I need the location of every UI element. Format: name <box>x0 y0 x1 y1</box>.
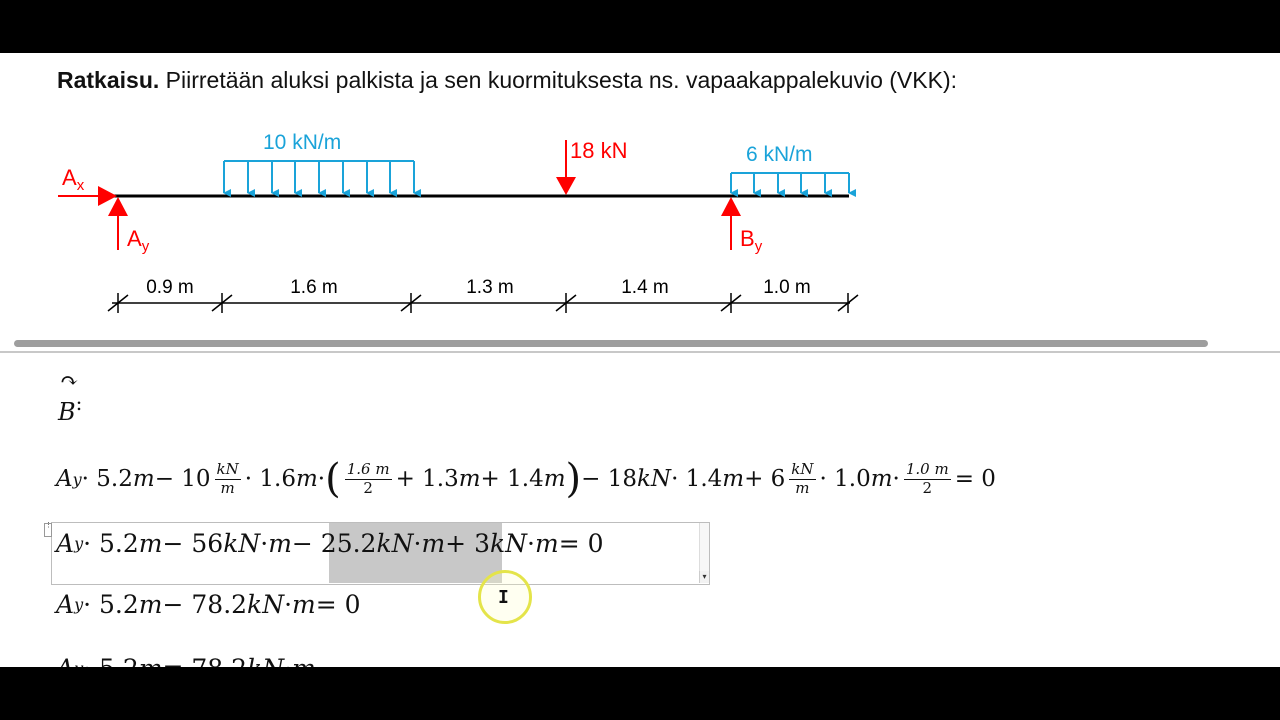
solution-heading <box>57 67 957 94</box>
reaction-ay-arrow <box>108 197 128 250</box>
equation-move-handle[interactable]: ⋮ <box>44 523 52 537</box>
moment-equation-label <box>58 371 82 424</box>
solution-heading-text: Piirretään aluksi palkista ja sen kuormituksesta ns. vapaakappalekuvio (VKK): <box>159 67 957 93</box>
video-letterbox-bottom <box>0 667 1280 720</box>
equation-line-3[interactable]: A y · 5.2 m − 78.2 kN · m = 0 <box>56 589 361 619</box>
dimension-label: 1.6 m <box>290 277 338 298</box>
reaction-by-arrow <box>721 197 741 250</box>
equation-line-2[interactable]: A y · 5.2 m − 56 kN · m − 25.2 kN · m + 3 kN · m = 0 <box>56 528 604 558</box>
distributed-load-10 <box>224 161 414 193</box>
equation-line-1[interactable]: A y · 5.2 m − 10 $\frac{kN}{m}$ · 1.6 m · ( $\frac{1.6 m}{2}$ + 1.3 m + 1.4 m ) − 18 kN · 1.4 m + 6 $\frac{kN}{m}$ · 1.0 m · $\frac{1.0 m}{2}$ = 0 <box>56 456 996 502</box>
pivot-point: B <box>58 398 76 426</box>
dimension-label: 1.0 m <box>763 277 811 298</box>
equation-options-chevron-icon[interactable]: ▾ <box>699 571 709 583</box>
horizontal-scrollbar[interactable] <box>14 340 1208 347</box>
video-letterbox-top <box>0 0 1280 53</box>
label-colon: : <box>75 391 83 415</box>
load-label-6: 6 kN/m <box>746 143 813 166</box>
fraction: $\frac{1.6 m}{2}$ <box>346 460 390 497</box>
reaction-by-label: $B_y$ <box>740 226 763 255</box>
reaction-ay-label: $A_y$ <box>127 226 150 255</box>
dimension-label: 1.3 m <box>466 277 514 298</box>
dimension-label: 1.4 m <box>621 277 669 298</box>
document-page <box>0 53 1280 667</box>
load-label-10: 10 kN/m <box>263 131 342 154</box>
equation-box-scrollbar[interactable] <box>699 523 709 571</box>
free-body-diagram <box>0 113 900 328</box>
fraction: $\frac{kN}{m}$ <box>216 460 239 497</box>
dimension-label: 0.9 m <box>146 277 194 298</box>
fraction: $\frac{kN}{m}$ <box>791 460 814 497</box>
distributed-load-6 <box>731 173 849 193</box>
page-divider <box>0 351 1280 353</box>
fraction: $\frac{1.0 m}{2}$ <box>905 460 949 497</box>
solution-heading-bold: Ratkaisu. <box>57 67 160 93</box>
reaction-ax-label: $A_x$ <box>62 165 85 194</box>
point-load-label: 18 kN <box>570 138 628 163</box>
clockwise-moment-icon: ↷ <box>60 369 79 394</box>
text-cursor-icon: I <box>498 587 509 608</box>
